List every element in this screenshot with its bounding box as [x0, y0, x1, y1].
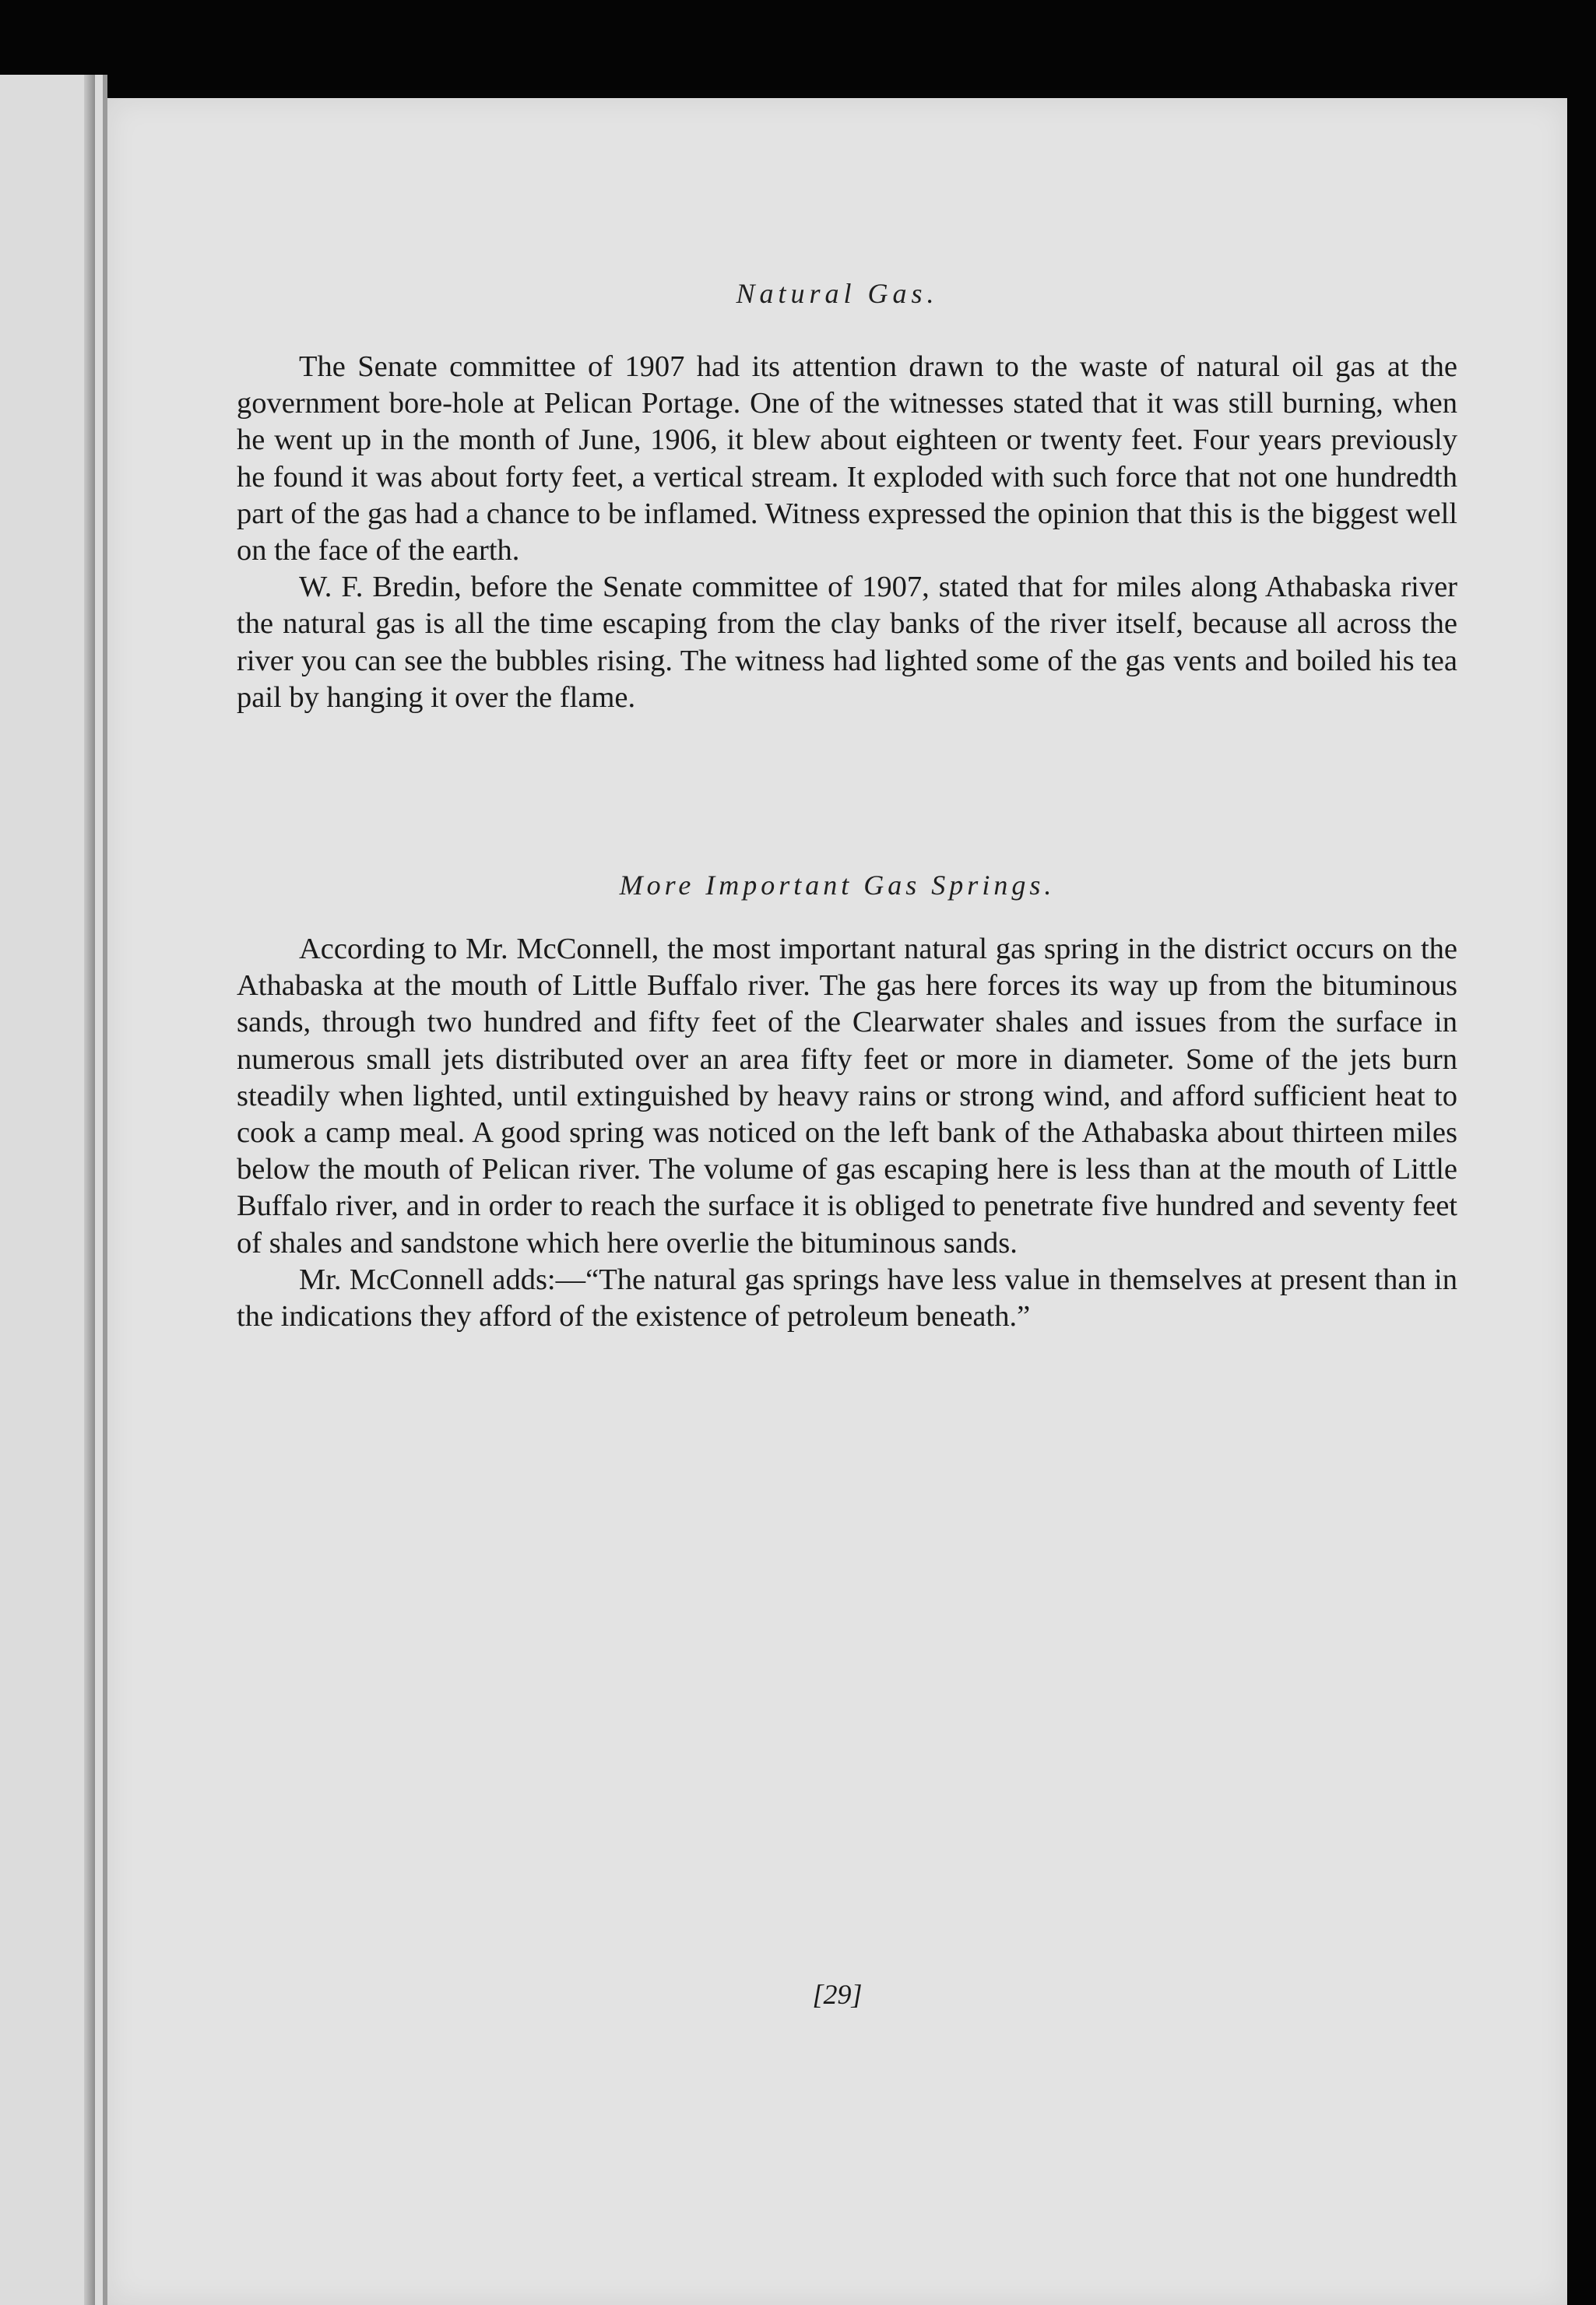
text-block-gas-springs: [237, 931, 1457, 1335]
facing-page-edge: [0, 75, 107, 2305]
paragraph: According to Mr. McConnell, the most important natural gas spring in the district occurs on the Athabaska at the mouth of Little Buffalo river. The gas here forces its way up from the bituminous sands, through two hundred and fifty feet of the Clearwater shales and issues from the surface in numerous small jets distributed over an area fifty feet or more in diameter. Some of the jets burn steadily when lighted, until extinguished by heavy rains or strong wind, and afford sufficient heat to cook a camp meal. A good spring was noticed on the left bank of the Athabaska about thirteen miles below the mouth of Pelican river. The volume of gas escaping here is less than at the mouth of Little Buffalo river, and in order to reach the surface it is obliged to penetrate five hundred and seventy feet of shales and sandstone which here overlie the bituminous sands.: [237, 933, 1457, 1260]
paragraph: Mr. McConnell adds:—“The natural gas springs have less value in themselves at present than in the indications they afford of the existence of petroleum beneath.”: [237, 1263, 1457, 1333]
running-title: Natural Gas.: [736, 278, 939, 309]
page-number: [29]: [812, 1979, 863, 2010]
paragraph: The Senate committee of 1907 had its attention drawn to the waste of natural oil gas at the government bore-hole at Pelican Portage. One of the witnesses stated that it was still burning, when he went up in the month of June, 1906, it blew about eighteen or twenty feet. Four years previously he found it was about forty feet, a vertical stream. It exploded with such force that not one hundredth part of the gas had a chance to be inflamed. Witness expressed the opinion that this is the biggest well on the face of the earth.: [237, 350, 1457, 567]
text-block-senate-committee: [237, 349, 1457, 716]
book-gutter: [84, 75, 95, 2305]
paragraph: W. F. Bredin, before the Senate committee of 1907, stated that for miles along Athabaska river the natural gas is all the time escaping from the clay banks of the river itself, because all across the river you can see the bubbles rising. The witness had lighted some of the gas vents and boiled his tea pail by hanging it over the flame.: [237, 571, 1457, 714]
book-page: [107, 98, 1567, 2305]
section-title: More Important Gas Springs.: [619, 870, 1056, 901]
